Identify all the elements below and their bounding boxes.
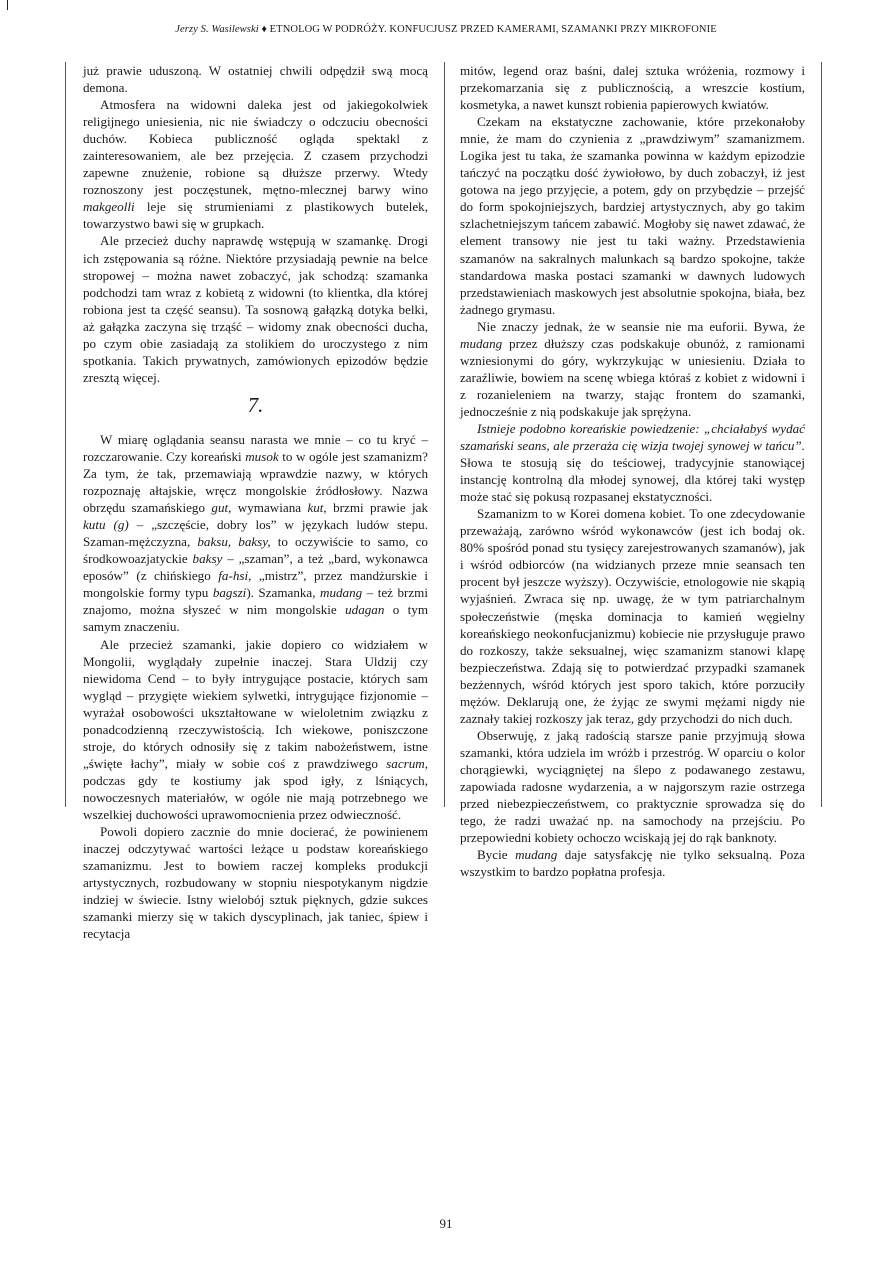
column-divider	[444, 62, 445, 807]
crop-mark	[7, 0, 8, 10]
paragraph: Istnieje podobno koreańskie powiedzenie: „chciałabyś wydać szamański seans, ale przeraża cię wizja twojej synowej w tańcu”. Słowa te stosują się do teściowej, tradycyjnie stanowiącej instancję kontrolną dla młodej synowej, dla której taki występ może stać się pokusą rozpasanej ekstatyczności.	[460, 420, 805, 505]
paragraph: Atmosfera na widowni daleka jest od jakiegokolwiek religijnego uniesienia, nic nie świadczy o odczuciu obecności duchów. Kobieca publiczność ogląda spektakl z zainteresowaniem, ale bez przejęcia. Z czasem przychodzi zapewne znużenie, robione są dłuższe przerwy. Wtedy roznoszony jest poczęstunek, mętno-mlecznej barwy wino makgeolli leje się strumieniami z plastikowych butelek, towarzystwo bawi się w grupkach.	[83, 97, 428, 232]
section-heading: 7.	[247, 392, 264, 417]
paragraph: Powoli dopiero zacznie do mnie docierać, że powinienem inaczej odczytywać wartości leżące u podstaw koreańskiego szamanizmu. Jest to bowiem raczej kompleks produkcji artystycznych, rozbudowany w stopniu niespotykanym nigdzie indziej w świecie. Istny wielobój sztuk pięknych, gdzie sukces szamanki mierzy się w takich dyscyplinach, jak taniec, śpiew i recytacja	[83, 824, 428, 942]
paragraph: Bycie mudang daje satysfakcję nie tylko seksualną. Poza wszystkim to bardzo popłatna profesja.	[460, 847, 805, 880]
page-number: 91	[439, 1216, 453, 1231]
paragraph: Szamanizm to w Korei domena kobiet. To one zdecydowanie przeważają, zarówno wśród wykonawców (jest ich bodaj ok. 80% spośród ponad stu tysięcy zarejestrowanych szamanów), jak i wśród odbiorców (na widzianych przeze mnie seansach ten procent był jeszcze wyższy). Oczywiście, etnologowie nie skąpią wyjaśnień. Zwraca się np. uwagę, że w tym patriarchalnym społeczeństwie (męska dominacja to kamień węgielny koreańskiego neokonfucjanizmu) kobiecie nie przysługuje prawo do rozkoszy, także seksualnej, więc szamanizm stanowi klapę bezpieczeństwa. Zdają się to potwierdzać przypadki szamanek bezżennych, wśród których jest sporo takich, które porzuciły mężów. Deklarują one, że żyjąc ze swymi mężami nigdy nie zaznały takiej rozkoszy jak teraz, gdy przychodzi do nich duch.	[460, 506, 805, 726]
left-margin-rule	[65, 62, 66, 807]
paragraph: już prawie uduszoną. W ostatniej chwili odpędził swą mocą demona.	[83, 63, 428, 96]
header-separator: ♦	[261, 24, 267, 35]
right-margin-rule	[821, 62, 822, 807]
header-author: Jerzy S. Wasilewski	[175, 24, 259, 35]
left-column	[83, 62, 428, 942]
paragraph: Obserwuję, z jaką radością starsze panie przyjmują słowa szamanki, która udziela im wróżb i przestróg. W oparciu o kolor chorągiewki, wyciągniętej na ślepo z podawanego zestawu, zapowiada radosne wydarzenia, a w najgorszym razie ostrzega przed niebezpieczeństwem, co praktycznie sprowadza się do tego, że radzi uważać np. na samochody na przejściu. Po przepowiedni kobiety ochoczo wciskają jej do rąk banknoty.	[460, 727, 805, 846]
paragraph: mitów, legend oraz baśni, dalej sztuka wróżenia, rozmowy i przekomarzania się z publicznością, a wreszcie kostium, kosmetyka, a nawet kunszt robienia papierowych kwiatów.	[460, 63, 805, 113]
paragraph: Czekam na ekstatyczne zachowanie, które przekonałoby mnie, że mam do czynienia z „prawdziwym” szamanizmem. Logika jest tu taka, że szamanka powinna w każdym epizodzie tańczyć na początku dość żywiołowo, by duch zobaczył, iż jest gotowa na jego przyjęcie, a potem, gdy on przybędzie – przejść do form spokojniejszych, bardziej artystycznych, aby go takim szlachetniejszym tańcem zabawić. Mogłoby się nawet zdawać, że element transowy nie jest tu taki ważny. Przedstawienia szamanów na sakralnych malunkach są bardzo spokojne, także standardowa maska postaci szamanki w dawnych ludowych przedstawieniach maskowych jest absolutnie spokojna, biała, bez żadnego grymasu.	[460, 114, 805, 317]
right-column	[460, 62, 805, 880]
paragraph: Ale przecież duchy naprawdę wstępują w szamankę. Drogi ich zstępowania są różne. Niektóre przysiadają pewnie na belce stropowej – można nawet zobaczyć, jak schodzą: szamanka podchodzi tam wraz z kobietą z widowni (to klientka, dla której robiona jest ta część seansu). Ta sosnową gałązką dotyka belki, aż gałązka zaczyna się trząść – widomy znak obecności ducha, po czym obie zasiadają za stolikiem do uroczystego z nim spotkania. Takich prywatnych, zamówionych epizodów będzie zresztą więcej.	[83, 233, 428, 385]
paragraph: W miarę oglądania seansu narasta we mnie – co tu kryć – rozczarowanie. Czy koreański musok to w ogóle jest szamanizm? Za tym, że tak, przemawiają wprawdzie nazwy, w których rozpoznaję ałtajskie, wręcz mongolskie źródłosłowy. Nazwa obrzędu szamańskiego gut, wymawiana kut, brzmi prawie jak kutu (g) – „szczęście, dobry los” w językach ludów stepu. Szaman-mężczyzna, baksu, baksy, to oczywiście to samo, co środkowoazjatyckie baksy – „szaman”, a też „bard, wykonawca eposów” (z chińskiego fa-hsi, „mistrz”, przez mandżurskie i mongolskie formy typu bagszi). Szamanka, mudang – też brzmi znajomo, można słyszeć w nim mongolskie udagan o tym samym znaczeniu.	[83, 431, 429, 635]
running-header	[0, 24, 892, 35]
paragraph: Nie znaczy jednak, że w seansie nie ma euforii. Bywa, że mudang przez dłuższy czas podskakuje obunóż, z ramionami wzniesionymi do góry, wykrzykując w uniesieniu. Działa to zaraźliwie, bowiem na scenę wbiega któraś z kobiet z widowni i z rozanieleniem na twarzy, stając frontem do szamanki, jednocześnie z nią podskakuje jak sprężyna.	[460, 318, 805, 419]
header-title: ETNOLOG W PODRÓŻY. KONFUCJUSZ PRZED KAMERAMI, SZAMANKI PRZY MIKROFONIE	[269, 24, 717, 35]
paragraph: Ale przecież szamanki, jakie dopiero co widziałem w Mongolii, wyglądały zupełnie inaczej. Stara Uldzij czy niewidoma Cend – to były intrygujące postacie, których sam wygląd – przygięte wiekiem sylwetki, intrygujące fizjonomie – wyrażał osobowości ukształtowane w wieloletnim związku z ponadcodzienną rzeczywistością. Ich wiekowe, poniszczone stroje, do których odnosiły się z takim nabożeństwem, istne „święte łachy”, miały w sobie coś z prawdziwego sacrum, podczas gdy te kostiumy jak spod igły, z lśniących, nowoczesnych materiałów, w ogóle nie mają potrzebnego we wszelkiej duchowości uprawomocnienia przez odwieczność.	[83, 636, 428, 822]
